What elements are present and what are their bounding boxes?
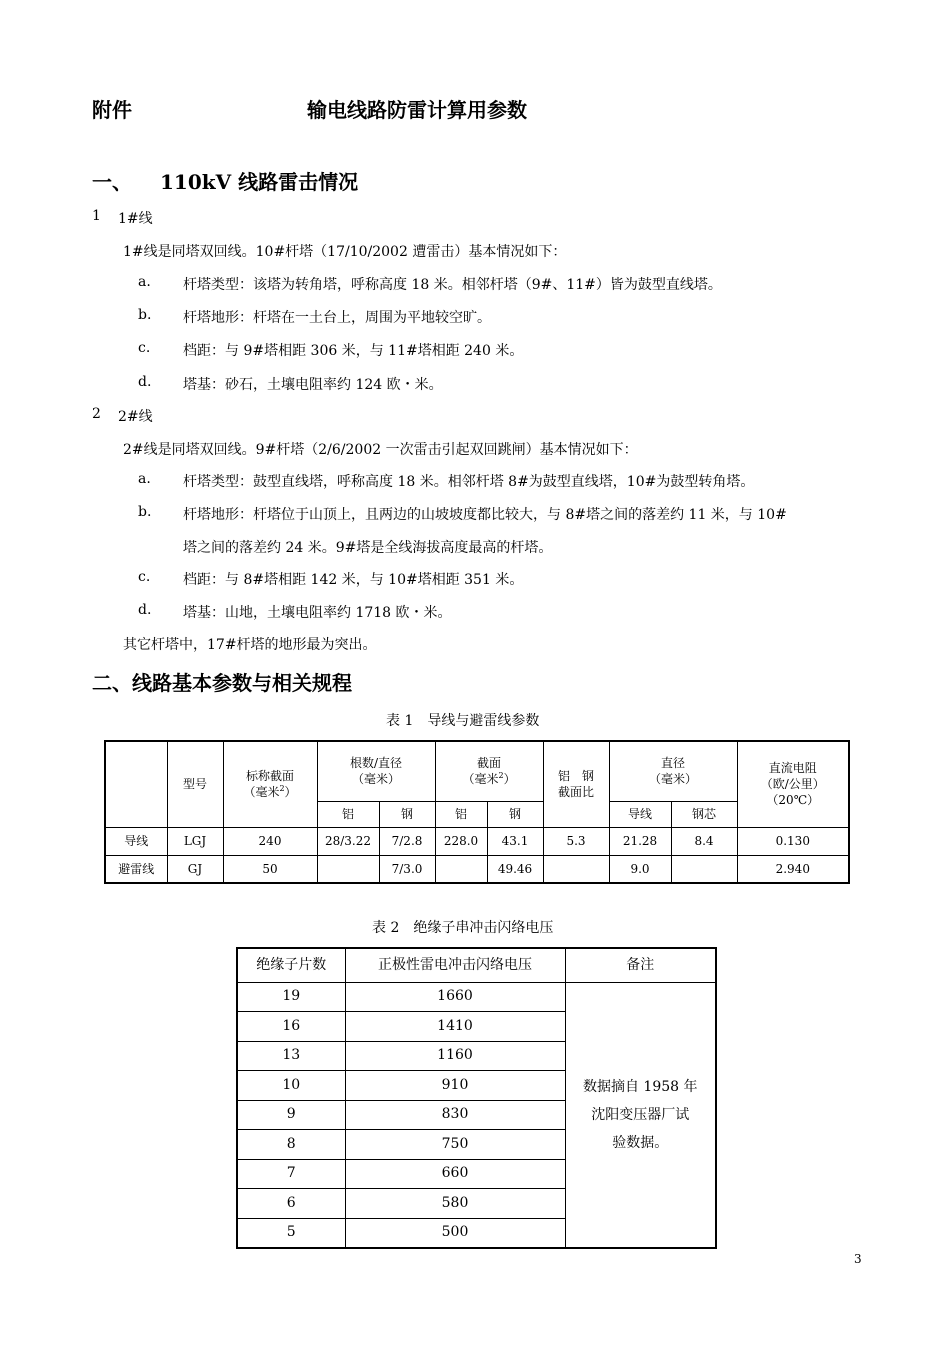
header-line [224, 784, 317, 800]
cell: 5.3 [543, 827, 609, 855]
cell: 1410 [345, 1012, 565, 1042]
header-diameter [609, 741, 737, 801]
superscript: 2 [498, 771, 504, 781]
header-line: 直流电阻 [768, 760, 817, 775]
line1-intro: 1#线是同塔双回线。10#杆塔（17/10/2002 遭雷击）基本情况如下： [123, 244, 567, 260]
header-line: （欧/公里） [760, 777, 825, 792]
item-mark: a. [138, 471, 151, 487]
cell: 避雷线 [105, 855, 167, 883]
cell: 28/3.22 [317, 827, 379, 855]
subheader-aluminum: 铝 [317, 801, 379, 827]
cell: 9.0 [609, 855, 671, 883]
header-line: 铝 钢 [558, 769, 595, 784]
subheader-aluminum: 铝 [435, 801, 487, 827]
cell: 50 [223, 855, 317, 883]
header-line: （毫米） [649, 772, 698, 787]
header-text: ） [284, 785, 297, 800]
line2-note: 其它杆塔中，17#杆塔的地形最为突出。 [123, 637, 377, 653]
subheader-conductor: 导线 [609, 801, 671, 827]
cell: 0.130 [737, 827, 849, 855]
item-mark: b. [138, 307, 152, 323]
cell: 19 [237, 982, 345, 1012]
cell: 5 [237, 1218, 345, 1248]
cell: 9 [237, 1100, 345, 1130]
note-line: 验数据。 [612, 1134, 669, 1151]
item-text: 档距：与 9#塔相距 306 米，与 11#塔相距 240 米。 [183, 343, 524, 359]
item-text: 塔基：山地，土壤电阻率约 1718 欧・米。 [183, 605, 452, 621]
cell [435, 855, 487, 883]
table1-caption: 表 1 导线与避雷线参数 [386, 713, 540, 729]
table-row [237, 982, 716, 1012]
subheader-steel: 钢 [487, 801, 543, 827]
page-title: 输电线路防雷计算用参数 [307, 98, 527, 122]
item-mark: d. [138, 602, 152, 618]
cell: 10 [237, 1071, 345, 1101]
header-text: （毫米 [243, 785, 280, 800]
item-mark: c. [138, 569, 151, 585]
table2-caption: 表 2 绝缘子串冲击闪络电压 [372, 920, 554, 936]
header-line: 根数/直径 [349, 756, 403, 771]
subheader-core: 钢芯 [671, 801, 737, 827]
cell: 1660 [345, 982, 565, 1012]
header-nominal-section [223, 741, 317, 827]
item-text: 杆塔地形：杆塔位于山顶上，且两边的山坡坡度都比较大，与 8#塔之间的落差约 11 米，与 10# [183, 507, 787, 523]
table-row [105, 855, 849, 883]
header-area [435, 741, 543, 801]
line2-name: 2#线 [118, 409, 153, 425]
section1-number: 一、 [92, 170, 132, 194]
insulator-flashover-table [236, 947, 717, 1249]
header-model: 型号 [167, 741, 223, 827]
cell: 830 [345, 1100, 565, 1130]
subheader-steel: 钢 [379, 801, 435, 827]
cell: 21.28 [609, 827, 671, 855]
item-text: 杆塔地形：杆塔在一土台上，周围为平地较空旷。 [183, 310, 491, 326]
item-text: 塔基：砂石，土壤电阻率约 124 欧・米。 [183, 377, 443, 393]
header-text: ） [503, 772, 516, 787]
cell: 6 [237, 1189, 345, 1219]
line1-number: 1 [92, 208, 101, 224]
cell: 13 [237, 1041, 345, 1071]
line2-number: 2 [92, 406, 101, 422]
page-number: 3 [854, 1252, 862, 1266]
note-line: 沈阳变压器厂试 [591, 1106, 690, 1123]
cell: GJ [167, 855, 223, 883]
cell: 43.1 [487, 827, 543, 855]
cell: 228.0 [435, 827, 487, 855]
item-mark: a. [138, 274, 151, 290]
item-text-continuation: 塔之间的落差约 24 米。9#塔是全线海拔高度最高的杆塔。 [183, 540, 553, 556]
cell: 2.940 [737, 855, 849, 883]
line2-intro: 2#线是同塔双回线。9#杆塔（2/6/2002 一次雷击引起双回跳闸）基本情况如下： [123, 442, 638, 458]
cell [317, 855, 379, 883]
header-resistance [737, 741, 849, 827]
section1-heading: 110kV 线路雷击情况 [160, 170, 359, 194]
cell [543, 855, 609, 883]
header-line: （20℃） [766, 793, 820, 808]
item-text: 档距：与 8#塔相距 142 米，与 10#塔相距 351 米。 [183, 572, 524, 588]
cell: 16 [237, 1012, 345, 1042]
cell: 910 [345, 1071, 565, 1101]
item-mark: b. [138, 504, 152, 520]
cell: 240 [223, 827, 317, 855]
superscript: 2 [279, 784, 285, 794]
header-strand-count [317, 741, 435, 801]
cell: 1160 [345, 1041, 565, 1071]
cell: 7 [237, 1159, 345, 1189]
note-cell [565, 982, 716, 1248]
header-ratio [543, 741, 609, 827]
cell: LGJ [167, 827, 223, 855]
cell: 500 [345, 1218, 565, 1248]
cell: 7/2.8 [379, 827, 435, 855]
header-insulator-count: 绝缘子片数 [237, 948, 345, 982]
note-line: 数据摘自 1958 年 [582, 1078, 698, 1095]
table-row [105, 827, 849, 855]
line1-name: 1#线 [118, 211, 153, 227]
item-mark: c. [138, 340, 151, 356]
conductor-parameter-table [104, 740, 850, 884]
cell [671, 855, 737, 883]
header-text: （毫米 [462, 772, 499, 787]
header-line: 直径 [661, 756, 686, 771]
cell: 8 [237, 1130, 345, 1160]
header-flashover-voltage: 正极性雷电冲击闪络电压 [345, 948, 565, 982]
section2-heading: 二、线路基本参数与相关规程 [92, 671, 352, 695]
cell: 580 [345, 1189, 565, 1219]
header-line: 截面 [477, 756, 502, 771]
header-line: （毫米） [352, 772, 401, 787]
table-header-row [237, 948, 716, 982]
item-text: 杆塔类型：鼓型直线塔，呼称高度 18 米。相邻杆塔 8#为鼓型直线塔，10#为鼓型转角塔。 [183, 474, 755, 490]
attachment-label: 附件 [92, 98, 132, 122]
cell: 49.46 [487, 855, 543, 883]
cell: 7/3.0 [379, 855, 435, 883]
cell: 8.4 [671, 827, 737, 855]
item-mark: d. [138, 374, 152, 390]
cell: 660 [345, 1159, 565, 1189]
header-note: 备注 [565, 948, 716, 982]
cell: 导线 [105, 827, 167, 855]
header-line: 截面比 [558, 785, 595, 800]
header-line: 标称截面 [245, 769, 294, 784]
header-empty-cell [105, 741, 167, 827]
item-text: 杆塔类型：该塔为转角塔，呼称高度 18 米。相邻杆塔（9#、11#）皆为鼓型直线塔。 [183, 277, 722, 293]
cell: 750 [345, 1130, 565, 1160]
header-line [436, 771, 543, 787]
